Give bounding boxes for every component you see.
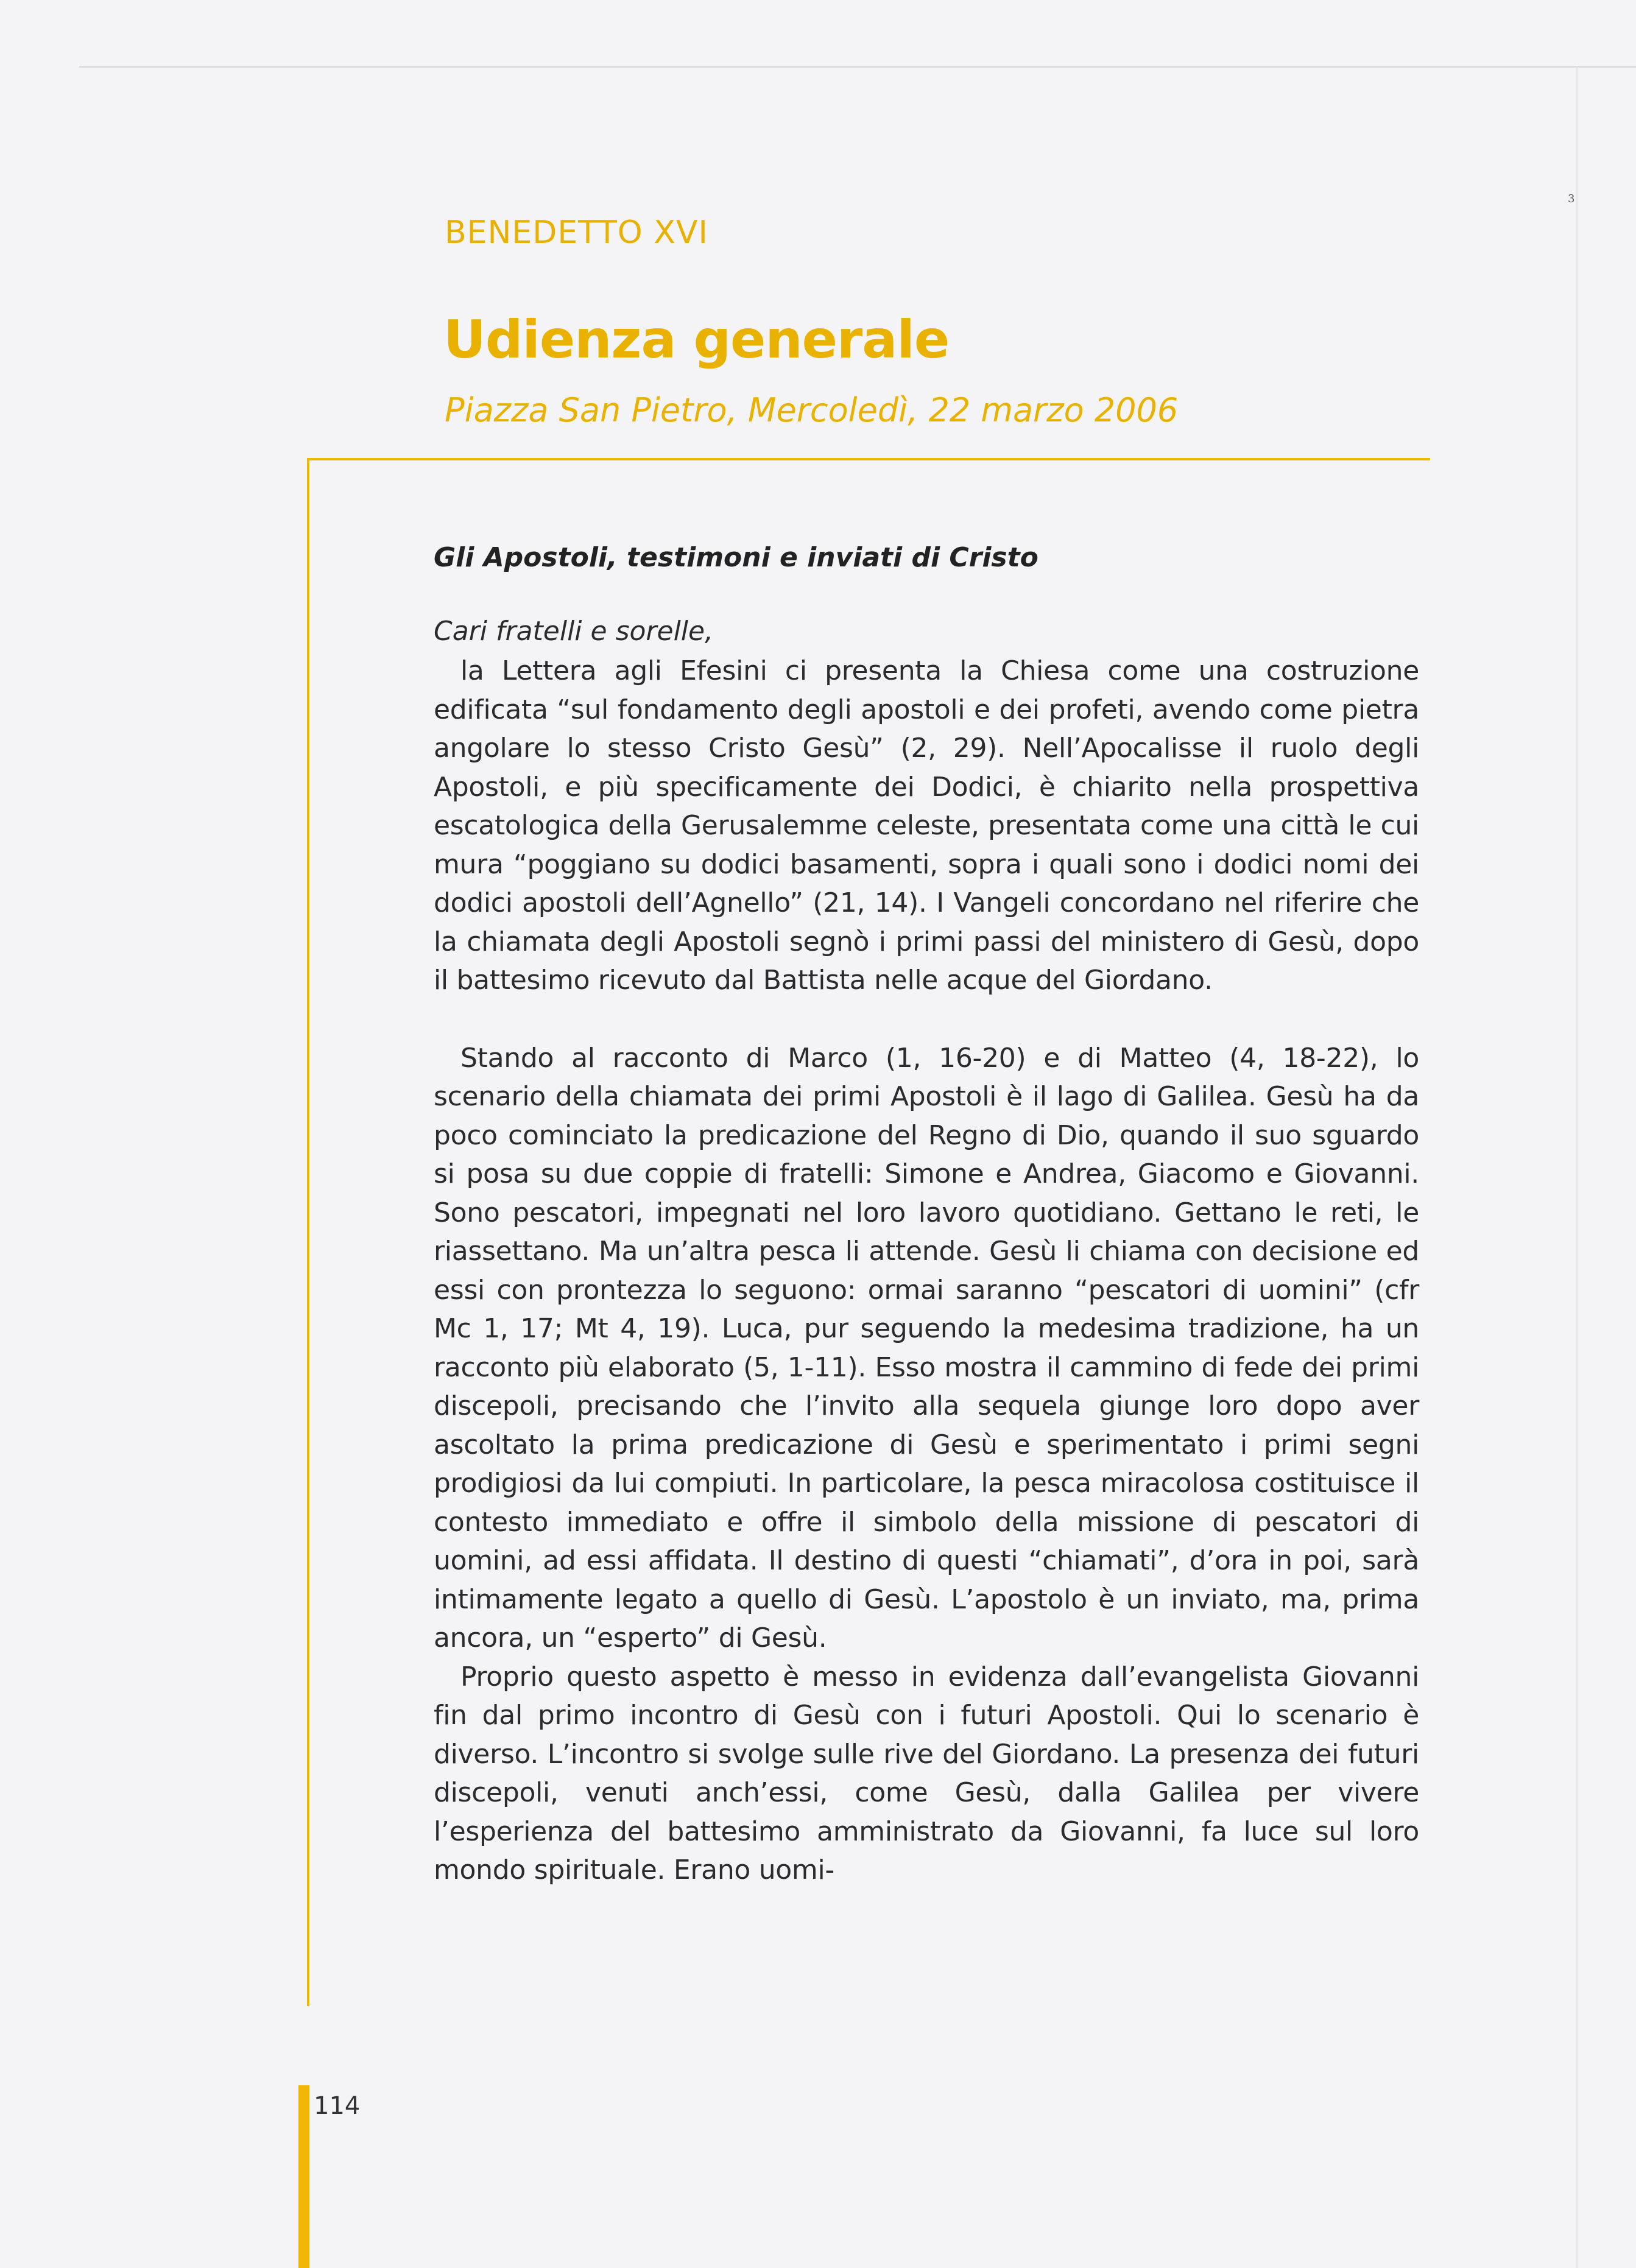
salutation: Cari fratelli e sorelle, [434, 616, 714, 647]
page-title: Udienza generale [443, 309, 950, 370]
section-title: Gli Apostoli, testimoni e inviati di Cristo [434, 542, 1038, 573]
top-edge-rule [79, 66, 1636, 68]
page-fold-edge [1576, 67, 1578, 2268]
frame-left-rule [307, 458, 309, 2006]
paragraph: Proprio questo aspetto è messo in evidenza dall’evangelista Giovanni fin dal primo incontro di Gesù con i futuri Apostoli. Qui lo scenario è diverso. L’incontro si svolge sulle rive del Giordano. La presenza dei futuri discepoli, venuti anch’essi, come Gesù, dalla Galilea per vivere l’esperienza del battesimo amministrato da Giovanni, fa luce sul loro mondo spirituale. Erano uomi- [434, 1661, 1419, 1886]
paragraph: la Lettera agli Efesini ci presenta la Chiesa come una costruzione edificata “sul fondamento degli apostoli e dei profeti, avendo come pietra angolare lo stesso Cristo Gesù” (2, 29). Nell’Apocalisse il ruolo degli Apostoli, e più specificamente dei Dodici, è chiarito nella prospettiva escatologica della Gerusalemme celeste, presentata come una città le cui mura “poggiano su dodici basamenti, sopra i quali sono i dodici nomi dei dodici apostoli dell’Agnello” (21, 14). I Vangeli concordano nel riferire che la chiamata degli Apostoli segnò i primi passi del ministero di Gesù, dopo il battesimo ricevuto dal Battista nelle acque del Giordano. [434, 655, 1419, 996]
author-heading: BENEDETTO XVI [445, 214, 708, 251]
paragraph: Stando al racconto di Marco (1, 16-20) e di Matteo (4, 18-22), lo scenario della chiamata dei primi Apostoli è il lago di Galilea. Gesù ha da poco cominciato la predicazione del Regno di Dio, quando il suo sguardo si posa su due coppie di fratelli: Simone e Andrea, Giacomo e Giovanni. Sono pescatori, impegnati nel loro lavoro quotidiano. Gettano le reti, le riassettano. Ma un’altra pesca li attende. Gesù li chiama con decisione ed essi con prontezza lo seguono: ormai saranno “pescatori di uomini” (cfr Mc 1, 17; Mt 4, 19). Luca, pur seguendo la medesima tradizione, ha un racconto più elaborato (5, 1-11). Esso mostra il cammino di fede dei primi discepoli, precisando che l’invito alla sequela giunge loro dopo aver ascoltato la prima predicazione di Gesù e sperimentato i primi segni prodigiosi da lui compiuti. In particolare, la pesca miracolosa costituisce il contesto immediato e offre il simbolo della missione di pescatori di uomini, ad essi affidata. Il destino di questi “chiamati”, d’ora in poi, sarà intimamente legato a quello di Gesù. L’apostolo è un inviato, ma, prima ancora, un “esperto” di Gesù. [434, 1042, 1419, 1653]
article-body [434, 542, 1419, 1890]
page-number: 114 [314, 2092, 361, 2120]
corner-mark: 3 [1568, 192, 1575, 205]
page-number-bar [298, 2085, 309, 2268]
frame-top-rule [307, 458, 1430, 460]
page-subtitle: Piazza San Pietro, Mercoledì, 22 marzo 2006 [445, 391, 1179, 429]
